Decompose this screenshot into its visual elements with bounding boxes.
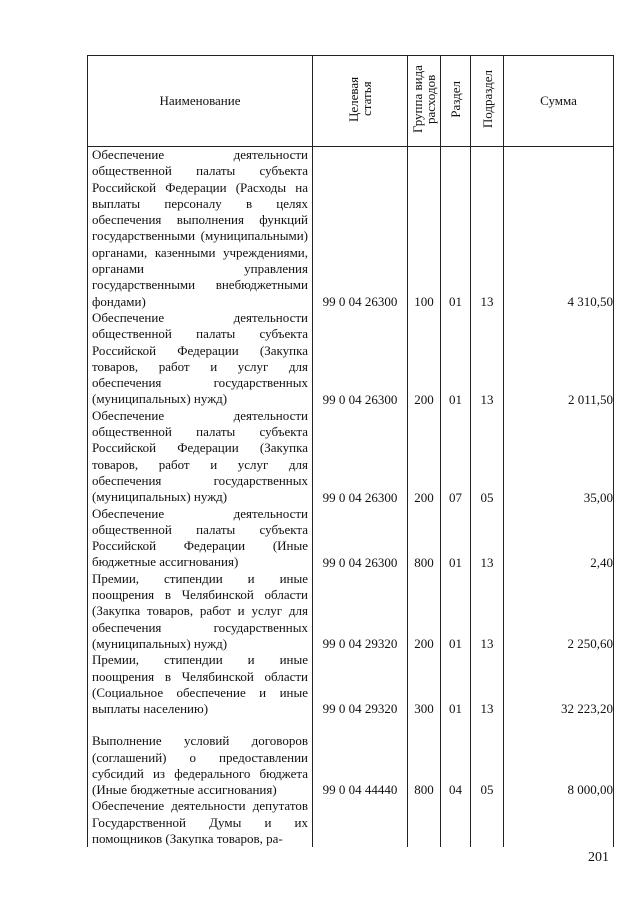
row-group: 200	[408, 571, 441, 652]
row-sum: 2 250,60	[504, 571, 614, 652]
table-row	[88, 571, 614, 652]
row-sum: 2 011,50	[504, 310, 614, 408]
header-target	[313, 56, 408, 147]
row-group	[408, 798, 441, 847]
row-subsection: 13	[471, 310, 504, 408]
header-target-label: Целевая статья	[346, 76, 374, 122]
row-sum: 4 310,50	[504, 147, 614, 310]
row-name: Премии, стипендии и иные поощрения в Челябинской области (Социальное обеспечение и иные выплаты населению)	[88, 652, 313, 717]
row-group: 300	[408, 652, 441, 717]
row-section: 07	[441, 408, 471, 506]
row-group: 800	[408, 506, 441, 571]
row-name: Обеспечение деятельности общественной палаты субъекта Российской Федерации (Закупка товаров, работ и услуг для обеспечения государственных (муниципальных) нужд)	[88, 310, 313, 408]
table-header-row	[88, 56, 614, 147]
row-section: 01	[441, 147, 471, 310]
row-target	[313, 798, 408, 847]
row-subsection: 05	[471, 717, 504, 798]
header-name: Наименование	[88, 56, 313, 147]
row-name: Выполнение условий договоров (соглашений) о предоставлении субсидий из федерального бюджета (Иные бюджетные ассигнования)	[88, 717, 313, 798]
row-subsection: 05	[471, 408, 504, 506]
header-subsection-label: Подраздел	[479, 69, 495, 129]
row-section: 01	[441, 652, 471, 717]
table-row	[88, 717, 614, 798]
row-target: 99 0 04 26300	[313, 310, 408, 408]
header-section	[441, 56, 471, 147]
table-row	[88, 310, 614, 408]
row-group: 800	[408, 717, 441, 798]
table-row	[88, 408, 614, 506]
row-name: Премии, стипендии и иные поощрения в Челябинской области (Закупка товаров, работ и услуг для обеспечения государственных (муниципальных) нужд)	[88, 571, 313, 652]
row-section: 01	[441, 506, 471, 571]
row-target: 99 0 04 26300	[313, 147, 408, 310]
row-name: Обеспечение деятельности депутатов Государственной Думы и их помощников (Закупка товаров, ра-	[88, 798, 313, 847]
row-name: Обеспечение деятельности общественной палаты субъекта Российской Федерации (Закупка товаров, работ и услуг для обеспечения государственных (муниципальных) нужд)	[88, 408, 313, 506]
row-section: 01	[441, 571, 471, 652]
row-section: 01	[441, 310, 471, 408]
row-group: 100	[408, 147, 441, 310]
header-sum: Сумма	[504, 56, 614, 147]
row-group: 200	[408, 408, 441, 506]
row-group: 200	[408, 310, 441, 408]
header-subsection	[471, 56, 504, 147]
table-row	[88, 652, 614, 717]
row-subsection: 13	[471, 147, 504, 310]
row-sum: 32 223,20	[504, 652, 614, 717]
row-sum: 35,00	[504, 408, 614, 506]
page-number: 201	[588, 850, 609, 865]
row-subsection: 13	[471, 571, 504, 652]
table-row	[88, 506, 614, 571]
row-sum: 2,40	[504, 506, 614, 571]
row-target: 99 0 04 29320	[313, 571, 408, 652]
budget-table	[87, 55, 614, 847]
table-row	[88, 147, 614, 310]
row-section	[441, 798, 471, 847]
row-sum: 8 000,00	[504, 717, 614, 798]
header-section-label: Раздел	[448, 80, 463, 118]
row-name: Обеспечение деятельности общественной палаты субъекта Российской Федерации (Расходы на выплаты персоналу в целях обеспечения выполнения функций государственными (муниципальными) органами, казенными учреждениями, органами управления государственными внебюджетными фондами)	[88, 147, 313, 310]
row-subsection	[471, 798, 504, 847]
row-name: Обеспечение деятельности общественной палаты субъекта Российской Федерации (Иные бюджетные ассигнования)	[88, 506, 313, 571]
header-group-label: Группа вида расходов	[410, 65, 438, 133]
row-section: 04	[441, 717, 471, 798]
row-target: 99 0 04 26300	[313, 506, 408, 571]
row-target: 99 0 04 26300	[313, 408, 408, 506]
table-row	[88, 798, 614, 847]
row-target: 99 0 04 29320	[313, 652, 408, 717]
row-sum	[504, 798, 614, 847]
row-subsection: 13	[471, 506, 504, 571]
row-target: 99 0 04 44440	[313, 717, 408, 798]
header-group	[408, 56, 441, 147]
row-subsection: 13	[471, 652, 504, 717]
